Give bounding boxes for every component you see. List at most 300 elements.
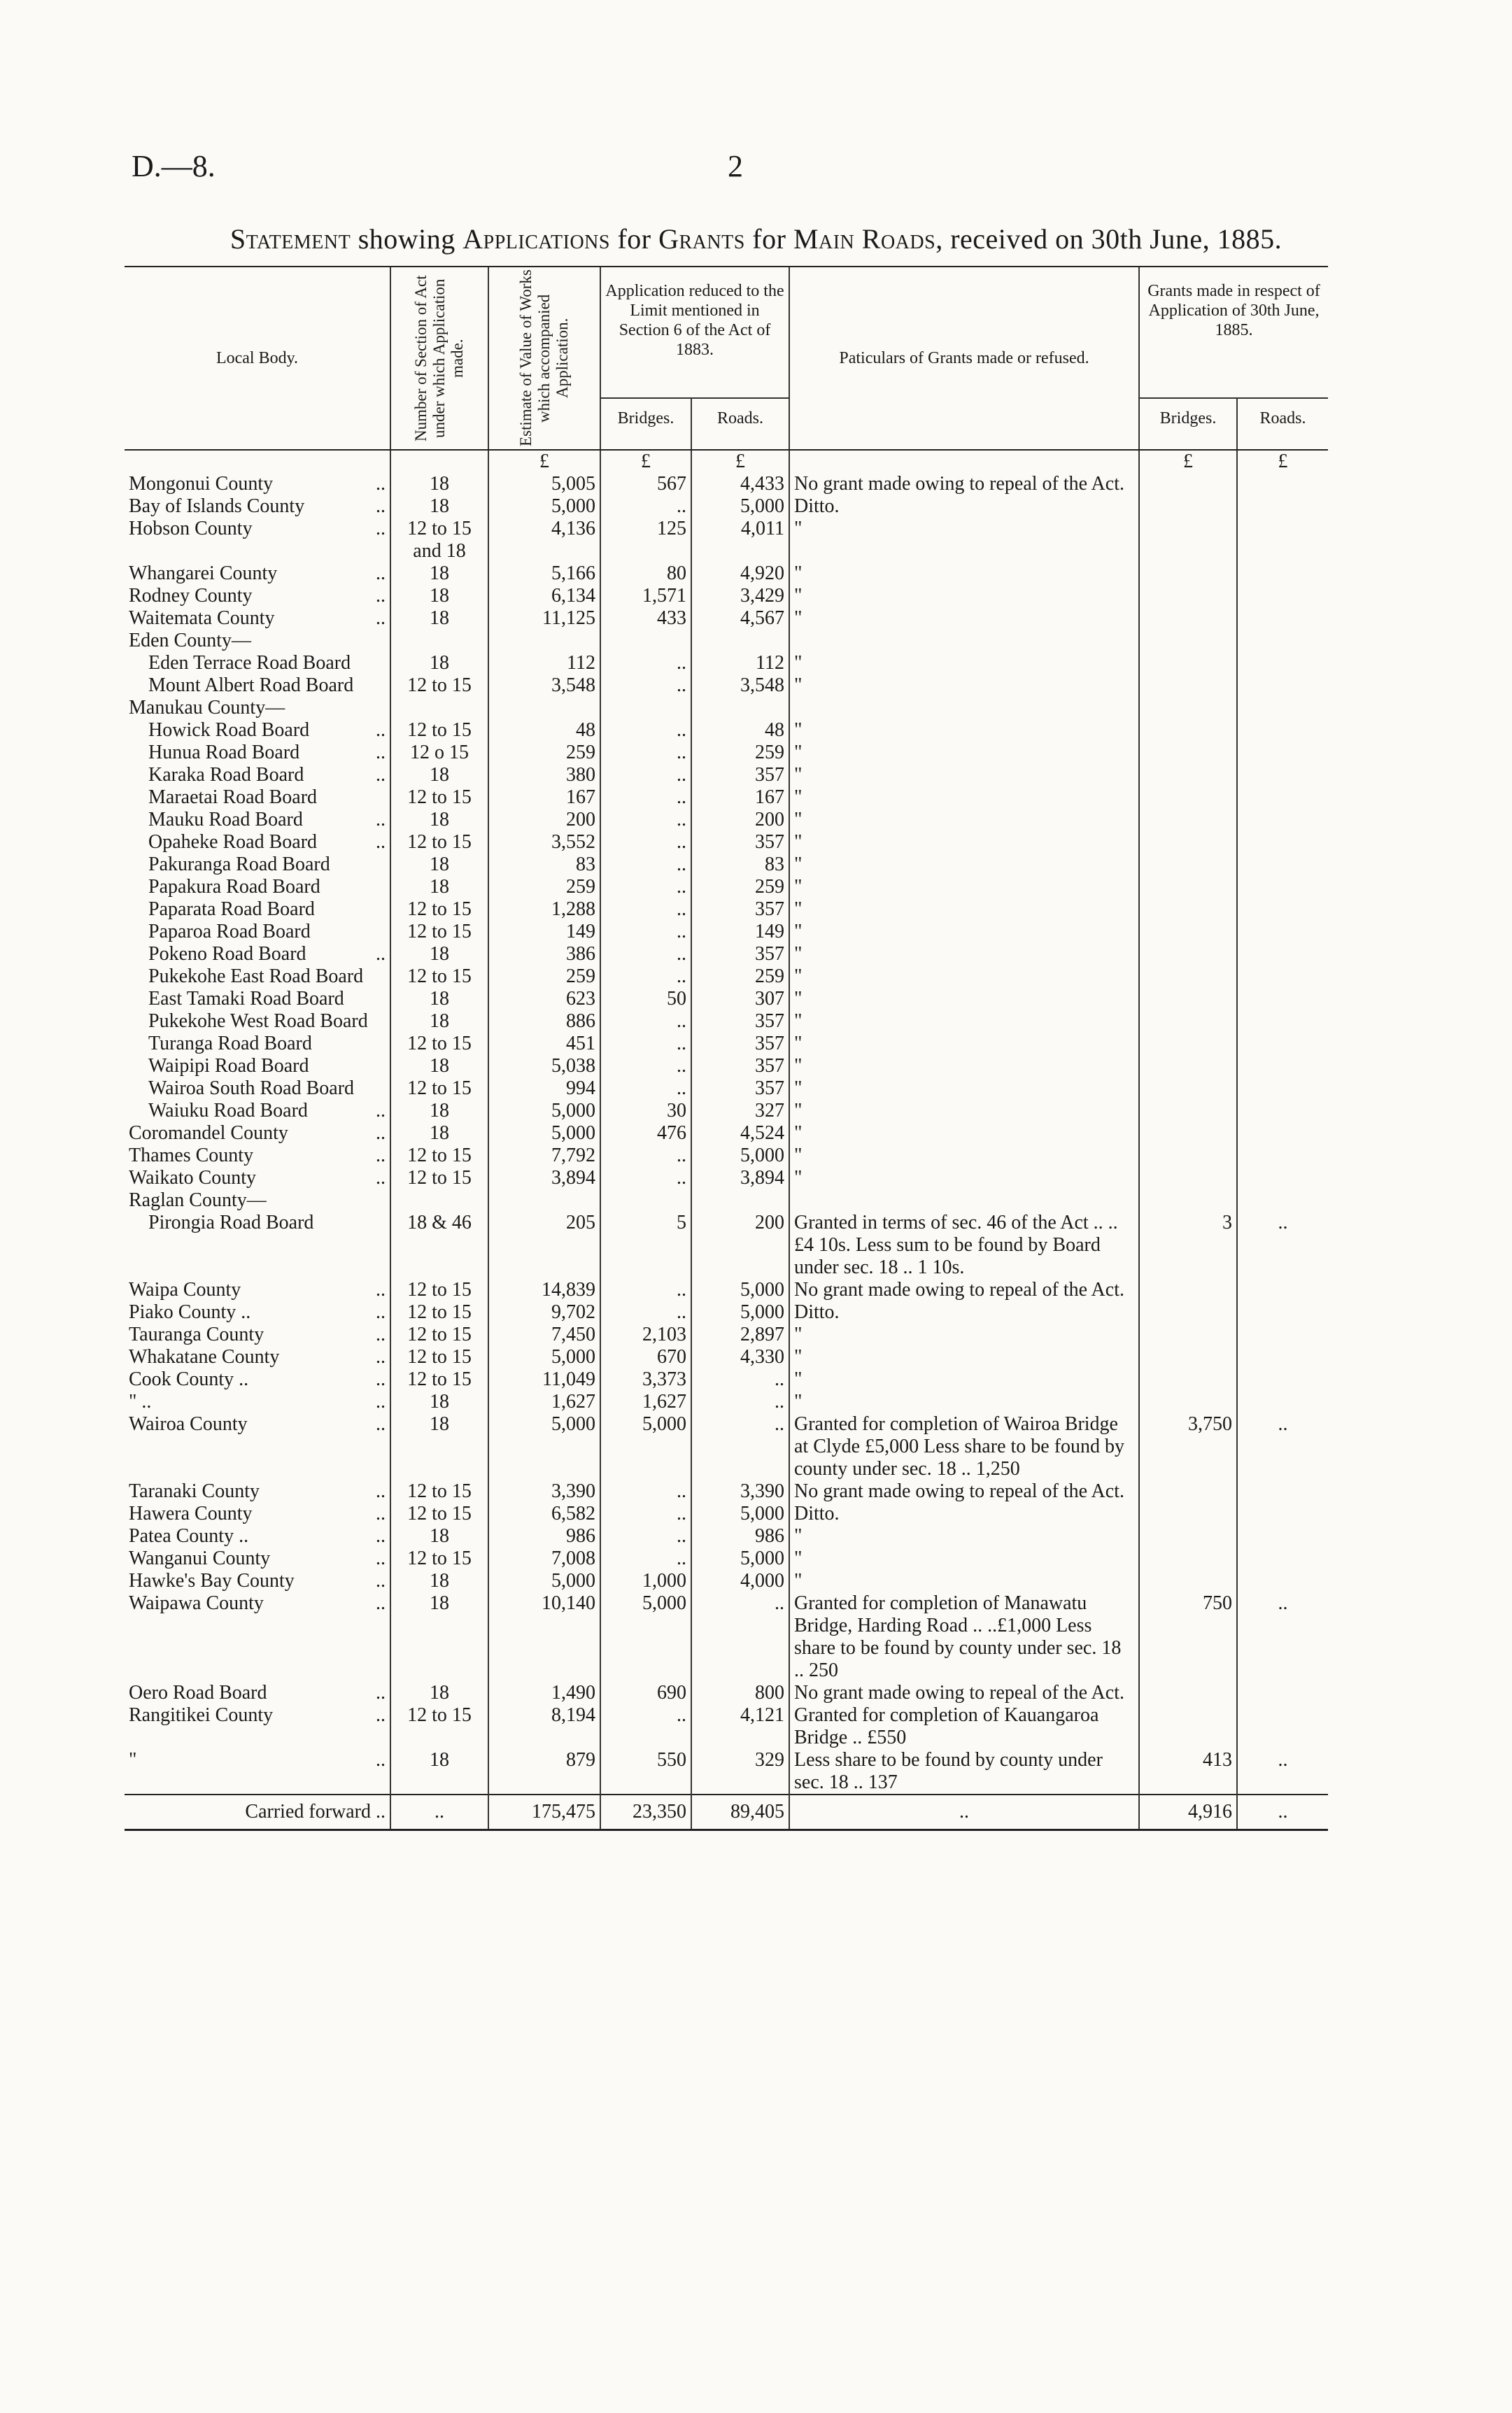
col-particulars: Paticulars of Grants made or refused. — [789, 267, 1139, 450]
col-reduced: Application reduced to the Limit mentioned in Section 6 of the Act of 1883. — [600, 267, 789, 398]
cell-estimate: 112 — [488, 652, 600, 674]
cell-local-body: .. " .. — [129, 1391, 386, 1413]
cell-roads: 259 — [691, 965, 789, 988]
cell-grant-bridges — [1139, 1548, 1237, 1570]
cell-bridges: 1,627 — [600, 1391, 691, 1413]
cell-section: 18 — [390, 652, 488, 674]
cell-estimate: 5,038 — [488, 1055, 600, 1077]
cell-grant-bridges — [1139, 1033, 1237, 1055]
cell-grant-roads — [1237, 988, 1328, 1010]
cell-grant-roads — [1237, 1010, 1328, 1033]
cell-roads: 112 — [691, 652, 789, 674]
table-row — [125, 1189, 1328, 1212]
cell-estimate: 11,125 — [488, 607, 600, 630]
cell-grant-bridges — [1139, 1145, 1237, 1167]
cell-particulars: No grant made owing to repeal of the Act. — [789, 473, 1139, 495]
cell-roads: 4,121 — [691, 1704, 789, 1749]
cell-particulars: " — [789, 943, 1139, 965]
cell-particulars — [789, 1189, 1139, 1212]
cell-roads: 357 — [691, 1055, 789, 1077]
cell-grant-bridges — [1139, 831, 1237, 854]
cell-grant-bridges: 3 — [1139, 1212, 1237, 1279]
cell-bridges: .. — [600, 1010, 691, 1033]
cell-bridges: .. — [600, 1704, 691, 1749]
cell-grant-roads — [1237, 1145, 1328, 1167]
cell-roads: 259 — [691, 742, 789, 764]
cell-roads: 307 — [691, 988, 789, 1010]
cell-grant-roads — [1237, 1301, 1328, 1324]
cell-section: 18 — [390, 495, 488, 518]
cell-estimate: 5,000 — [488, 1413, 600, 1480]
cell-estimate: 386 — [488, 943, 600, 965]
cell-local-body: .. Waipawa County — [129, 1592, 386, 1614]
pound-sign: £ — [691, 450, 789, 473]
cell-estimate: 3,548 — [488, 674, 600, 697]
table-row — [125, 1548, 1328, 1570]
cell-grant-bridges — [1139, 943, 1237, 965]
cell-grant-roads — [1237, 921, 1328, 943]
cell-estimate: 1,627 — [488, 1391, 600, 1413]
cell-local-body: .. Taranaki County — [129, 1480, 386, 1502]
cell-grant-bridges: 413 — [1139, 1749, 1237, 1795]
cell-bridges — [600, 1189, 691, 1212]
cell-grant-roads — [1237, 1391, 1328, 1413]
table-row — [125, 809, 1328, 831]
cell-grant-roads — [1237, 854, 1328, 876]
cell-particulars: " — [789, 1525, 1139, 1548]
cell-bridges: 3,373 — [600, 1368, 691, 1391]
cell-local-body: Eden County— — [129, 630, 251, 651]
cell-section: 12 to 15 — [390, 965, 488, 988]
col-grants: Grants made in respect of Application of 30th June, 1885. — [1139, 267, 1328, 398]
table-row — [125, 518, 1328, 562]
cell-roads: 800 — [691, 1682, 789, 1704]
cell-grant-bridges — [1139, 1055, 1237, 1077]
cell-bridges: .. — [600, 674, 691, 697]
cell-bridges: .. — [600, 719, 691, 742]
cell-local-body: Pirongia Road Board — [148, 1212, 314, 1233]
cell-section: 18 — [390, 1592, 488, 1682]
cell-bridges: 433 — [600, 607, 691, 630]
cell-roads: 357 — [691, 831, 789, 854]
title-word: Main Roads — [793, 223, 936, 255]
cell-local-body: .. Rangitikei County — [129, 1704, 386, 1726]
title-word: Grants — [658, 223, 745, 255]
cell-estimate: 259 — [488, 742, 600, 764]
cell-particulars: " — [789, 1346, 1139, 1368]
table-row — [125, 562, 1328, 585]
cell-local-body: Wairoa South Road Board — [148, 1077, 355, 1099]
cell-grant-bridges — [1139, 697, 1237, 719]
cell-section: 18 — [390, 1525, 488, 1548]
cell-grant-roads — [1237, 786, 1328, 809]
cell-bridges: .. — [600, 1525, 691, 1548]
cell-grant-roads — [1237, 876, 1328, 898]
cell-bridges: .. — [600, 786, 691, 809]
cell-bridges: 1,571 — [600, 585, 691, 607]
cell-grant-roads — [1237, 1682, 1328, 1704]
cell-bridges: 2,103 — [600, 1324, 691, 1346]
cell-grant-bridges — [1139, 764, 1237, 786]
cell-grant-bridges — [1139, 1391, 1237, 1413]
cell-local-body: .. Waipa County — [129, 1279, 386, 1301]
cell-particulars: " — [789, 1055, 1139, 1077]
cell-local-body: .. Hobson County — [129, 518, 386, 539]
cell-section: 18 — [390, 473, 488, 495]
cell-section: 12 to 15 — [390, 831, 488, 854]
cell-particulars: No grant made owing to repeal of the Act. — [789, 1480, 1139, 1503]
cell-grant-bridges — [1139, 1301, 1237, 1324]
cell-section: 18 — [390, 1413, 488, 1480]
cell-bridges: .. — [600, 876, 691, 898]
cell-estimate: 994 — [488, 1077, 600, 1100]
cell-bridges: .. — [600, 921, 691, 943]
cell-grant-roads — [1237, 1189, 1328, 1212]
cell-bridges: .. — [600, 809, 691, 831]
cell-section: 12 to 15 — [390, 1301, 488, 1324]
cell-roads: 4,000 — [691, 1570, 789, 1592]
cell-roads: .. — [691, 1368, 789, 1391]
cell-bridges: .. — [600, 1055, 691, 1077]
cell-grant-bridges — [1139, 1189, 1237, 1212]
pound-sign: £ — [1237, 450, 1328, 473]
table-row — [125, 1077, 1328, 1100]
table-row — [125, 1301, 1328, 1324]
cell-section: 12 o 15 — [390, 742, 488, 764]
cell-estimate — [488, 1189, 600, 1212]
cell-local-body: .. Whangarei County — [129, 562, 386, 584]
cell-roads: .. — [691, 1413, 789, 1480]
cell-grant-bridges — [1139, 518, 1237, 562]
cell-grant-bridges — [1139, 1368, 1237, 1391]
col-grant-bridges: Bridges. — [1139, 398, 1237, 450]
cell-roads: 357 — [691, 1077, 789, 1100]
cell-estimate: 879 — [488, 1749, 600, 1795]
cell-local-body: Paparoa Road Board — [148, 921, 311, 942]
cell-particulars: " — [789, 876, 1139, 898]
cell-roads: 5,000 — [691, 1503, 789, 1525]
cell-grant-roads — [1237, 965, 1328, 988]
cell-estimate: 149 — [488, 921, 600, 943]
cell-bridges: 5 — [600, 1212, 691, 1279]
table-row — [125, 898, 1328, 921]
cell-section: 18 — [390, 764, 488, 786]
cell-estimate: 259 — [488, 876, 600, 898]
table-row — [125, 607, 1328, 630]
cell-local-body: .. Waikato County — [129, 1167, 386, 1189]
cell-estimate: 7,008 — [488, 1548, 600, 1570]
cell-bridges: .. — [600, 965, 691, 988]
table-row — [125, 1368, 1328, 1391]
cell-roads: 5,000 — [691, 1301, 789, 1324]
cell-section — [390, 1189, 488, 1212]
pound-sign: £ — [488, 450, 600, 473]
cell-estimate: 5,000 — [488, 1346, 600, 1368]
cell-particulars: " — [789, 988, 1139, 1010]
cell-estimate: 14,839 — [488, 1279, 600, 1301]
cell-bridges: 476 — [600, 1122, 691, 1145]
cell-section: 12 to 15 — [390, 1324, 488, 1346]
cell-local-body: Pukekohe East Road Board — [148, 965, 364, 987]
cell-roads: 3,390 — [691, 1480, 789, 1503]
table-row — [125, 719, 1328, 742]
cell-section: 12 to 15 — [390, 1480, 488, 1503]
cell-roads: 4,524 — [691, 1122, 789, 1145]
cell-local-body: .. Tauranga County — [129, 1324, 386, 1345]
cell-local-body: East Tamaki Road Board — [148, 988, 344, 1010]
cell-grant-bridges — [1139, 988, 1237, 1010]
cell-local-body: Eden Terrace Road Board — [148, 652, 351, 674]
cell-section: 12 to 15 — [390, 1346, 488, 1368]
cell-estimate: 259 — [488, 965, 600, 988]
table-row — [125, 988, 1328, 1010]
cell-particulars — [789, 697, 1139, 719]
table-row — [125, 1391, 1328, 1413]
cell-section: 18 — [390, 943, 488, 965]
cell-section: 18 — [390, 809, 488, 831]
cell-local-body: Turanga Road Board — [148, 1033, 312, 1054]
cell-estimate: 8,194 — [488, 1704, 600, 1749]
cell-bridges: 5,000 — [600, 1413, 691, 1480]
table-row — [125, 1346, 1328, 1368]
cell-section: 18 — [390, 1570, 488, 1592]
cell-grant-bridges — [1139, 1122, 1237, 1145]
cell-grant-bridges — [1139, 562, 1237, 585]
cell-local-body: Pukekohe West Road Board — [148, 1010, 368, 1032]
cell-roads: 5,000 — [691, 1145, 789, 1167]
cell-grant-roads — [1237, 562, 1328, 585]
cell-grant-roads — [1237, 1346, 1328, 1368]
cell-estimate: 9,702 — [488, 1301, 600, 1324]
cell-local-body: Papakura Road Board — [148, 876, 320, 898]
cell-particulars: Granted for completion of Kauangaroa Bridge .. £550 — [789, 1704, 1139, 1749]
cell-estimate: 5,000 — [488, 1570, 600, 1592]
cell-local-body: .. " — [129, 1749, 386, 1771]
cell-particulars: " — [789, 1167, 1139, 1189]
cell-grant-roads — [1237, 518, 1328, 562]
cell-grant-roads — [1237, 809, 1328, 831]
cell-bridges — [600, 697, 691, 719]
unit-spacer — [125, 450, 390, 473]
cell-bridges: 5,000 — [600, 1592, 691, 1682]
cell-particulars: " — [789, 1077, 1139, 1100]
table-row — [125, 1682, 1328, 1704]
cell-grant-bridges — [1139, 719, 1237, 742]
table-row — [125, 652, 1328, 674]
cell-grant-bridges — [1139, 1704, 1237, 1749]
cell-grant-bridges — [1139, 876, 1237, 898]
table-row — [125, 1100, 1328, 1122]
cell-estimate: 83 — [488, 854, 600, 876]
cell-local-body: .. Opaheke Road Board — [148, 831, 386, 853]
cell-grant-bridges — [1139, 1682, 1237, 1704]
document-reference: D.—8. — [132, 149, 216, 183]
cell-particulars: " — [789, 1145, 1139, 1167]
total-roads: 89,405 — [691, 1795, 789, 1830]
table-row — [125, 585, 1328, 607]
cell-particulars: " — [789, 1122, 1139, 1145]
cell-grant-roads: .. — [1237, 1592, 1328, 1682]
cell-section: 18 — [390, 1055, 488, 1077]
cell-roads: 357 — [691, 943, 789, 965]
cell-local-body: .. Waiuku Road Board — [148, 1100, 386, 1121]
cell-particulars: " — [789, 562, 1139, 585]
cell-bridges: 1,000 — [600, 1570, 691, 1592]
pound-sign: £ — [600, 450, 691, 473]
cell-bridges: .. — [600, 652, 691, 674]
title-text: , received on 30th June, 1885. — [935, 223, 1283, 255]
cell-grant-bridges — [1139, 898, 1237, 921]
cell-local-body: .. Karaka Road Board — [148, 764, 386, 786]
cell-estimate: 3,552 — [488, 831, 600, 854]
cell-estimate: 7,450 — [488, 1324, 600, 1346]
cell-roads: 83 — [691, 854, 789, 876]
title-text: showing — [351, 223, 463, 255]
cell-local-body: .. Waitemata County — [129, 607, 386, 629]
cell-section: 18 — [390, 1391, 488, 1413]
cell-bridges: .. — [600, 898, 691, 921]
cell-local-body: .. Whakatane County — [129, 1346, 386, 1368]
cell-section: 18 — [390, 1100, 488, 1122]
cell-particulars: No grant made owing to repeal of the Act. — [789, 1279, 1139, 1301]
cell-bridges: 80 — [600, 562, 691, 585]
cell-estimate: 3,894 — [488, 1167, 600, 1189]
cell-grant-roads — [1237, 1503, 1328, 1525]
cell-bridges: 670 — [600, 1346, 691, 1368]
cell-grant-roads — [1237, 1548, 1328, 1570]
total-bridges: 23,350 — [600, 1795, 691, 1830]
cell-estimate — [488, 697, 600, 719]
cell-grant-roads — [1237, 1324, 1328, 1346]
cell-estimate: 986 — [488, 1525, 600, 1548]
table-row — [125, 473, 1328, 495]
cell-local-body: .. Pokeno Road Board — [148, 943, 386, 965]
table-row — [125, 742, 1328, 764]
cell-estimate: 6,134 — [488, 585, 600, 607]
cell-bridges: .. — [600, 1480, 691, 1503]
cell-grant-roads: .. — [1237, 1749, 1328, 1795]
cell-particulars: " — [789, 1010, 1139, 1033]
unit-spacer — [390, 450, 488, 473]
cell-roads: 167 — [691, 786, 789, 809]
cell-roads: 4,330 — [691, 1346, 789, 1368]
cell-grant-bridges — [1139, 1167, 1237, 1189]
cell-grant-bridges — [1139, 1346, 1237, 1368]
cell-grant-bridges — [1139, 1077, 1237, 1100]
cell-roads: 48 — [691, 719, 789, 742]
pound-sign: £ — [1139, 450, 1237, 473]
cell-local-body: .. Hawke's Bay County — [129, 1570, 386, 1592]
cell-grant-bridges — [1139, 1100, 1237, 1122]
cell-grant-roads — [1237, 630, 1328, 652]
cell-particulars: Granted for completion of Manawatu Bridge, Harding Road .. ..£1,000 Less share to be found by county under sec. 18 .. 250 — [789, 1592, 1139, 1682]
cell-bridges: .. — [600, 495, 691, 518]
cell-roads: .. — [691, 1592, 789, 1682]
cell-bridges: 30 — [600, 1100, 691, 1122]
cell-local-body: Raglan County— — [129, 1189, 267, 1211]
cell-grant-roads — [1237, 943, 1328, 965]
cell-roads: 357 — [691, 1010, 789, 1033]
total-section: .. — [390, 1795, 488, 1830]
cell-grant-bridges — [1139, 1324, 1237, 1346]
table-row — [125, 921, 1328, 943]
cell-roads: 5,000 — [691, 495, 789, 518]
cell-grant-roads: .. — [1237, 1413, 1328, 1480]
cell-section: 12 to 15 — [390, 674, 488, 697]
cell-particulars: " — [789, 607, 1139, 630]
cell-roads: 3,429 — [691, 585, 789, 607]
cell-particulars: " — [789, 764, 1139, 786]
cell-grant-bridges — [1139, 1503, 1237, 1525]
cell-particulars: " — [789, 719, 1139, 742]
cell-grant-roads — [1237, 742, 1328, 764]
cell-estimate — [488, 630, 600, 652]
table-row — [125, 943, 1328, 965]
cell-local-body: Manukau County— — [129, 697, 285, 719]
cell-estimate: 7,792 — [488, 1145, 600, 1167]
cell-section: 12 to 15 — [390, 1145, 488, 1167]
table-row — [125, 1480, 1328, 1503]
title-word: Statement — [229, 223, 351, 255]
table-row — [125, 1503, 1328, 1525]
table-row — [125, 1010, 1328, 1033]
cell-particulars: " — [789, 1100, 1139, 1122]
cell-section: 18 — [390, 585, 488, 607]
table-row — [125, 764, 1328, 786]
cell-section — [390, 630, 488, 652]
cell-estimate: 5,005 — [488, 473, 600, 495]
cell-grant-roads — [1237, 1525, 1328, 1548]
col-grant-roads: Roads. — [1237, 398, 1328, 450]
cell-grant-bridges — [1139, 1525, 1237, 1548]
cell-grant-bridges — [1139, 1010, 1237, 1033]
cell-bridges — [600, 630, 691, 652]
cell-particulars: Less share to be found by county under sec. 18 .. 137 — [789, 1749, 1139, 1795]
cell-grant-bridges — [1139, 809, 1237, 831]
cell-section: 18 — [390, 876, 488, 898]
cell-estimate: 5,000 — [488, 1122, 600, 1145]
table-row — [125, 1749, 1328, 1795]
cell-estimate: 1,490 — [488, 1682, 600, 1704]
cell-grant-bridges — [1139, 1279, 1237, 1301]
cell-particulars: " — [789, 965, 1139, 988]
cell-estimate: 167 — [488, 786, 600, 809]
cell-grant-roads — [1237, 1077, 1328, 1100]
cell-section: 12 to 15 — [390, 1279, 488, 1301]
table-row — [125, 1324, 1328, 1346]
cell-particulars: Granted in terms of sec. 46 of the Act .. .. £4 10s. Less sum to be found by Board under sec. 18 .. 1 10s. — [789, 1212, 1139, 1279]
cell-section: 12 to 15 — [390, 1548, 488, 1570]
cell-particulars: Ditto. — [789, 1301, 1139, 1324]
cell-estimate: 380 — [488, 764, 600, 786]
cell-particulars: " — [789, 585, 1139, 607]
cell-particulars — [789, 630, 1139, 652]
total-particulars: .. — [789, 1795, 1139, 1830]
cell-bridges: 50 — [600, 988, 691, 1010]
unit-spacer — [789, 450, 1139, 473]
cell-grant-roads — [1237, 1122, 1328, 1145]
cell-roads: 4,433 — [691, 473, 789, 495]
cell-grant-roads — [1237, 1167, 1328, 1189]
cell-estimate: 11,049 — [488, 1368, 600, 1391]
cell-local-body: .. Bay of Islands County — [129, 495, 386, 517]
cell-grant-bridges: 750 — [1139, 1592, 1237, 1682]
cell-roads: 4,567 — [691, 607, 789, 630]
cell-grant-roads — [1237, 473, 1328, 495]
cell-estimate: 5,166 — [488, 562, 600, 585]
table-row — [125, 1570, 1328, 1592]
col-bridges: Bridges. — [600, 398, 691, 450]
